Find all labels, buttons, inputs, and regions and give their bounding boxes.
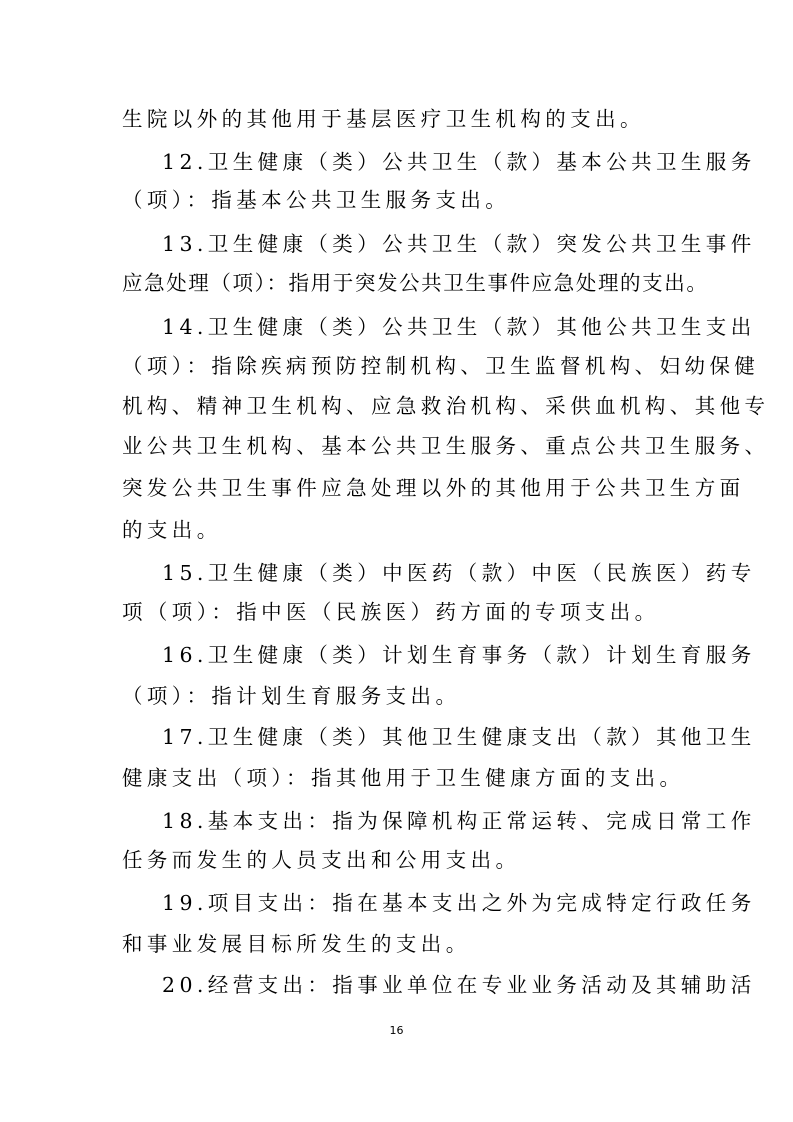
- paragraph-14-line-1: 14.卫生健康（类）公共卫生（款）其他公共卫生支出: [162, 315, 756, 339]
- paragraph-20-line-1: 20.经营支出：指事业单位在专业业务活动及其辅助活: [162, 973, 756, 997]
- text-line: 健康支出（项）：指其他用于卫生健康方面的支出。: [122, 766, 685, 790]
- paragraph-15-line-1: 15.卫生健康（类）中医药（款）中医（民族医）药专: [162, 561, 756, 585]
- text-line: 应急处理（项）：指用于突发公共卫生事件应急处理的支出。: [122, 271, 709, 295]
- paragraph-19-line-1: 19.项目支出：指在基本支出之外为完成特定行政任务: [162, 891, 756, 915]
- paragraph-13-line-1: 13.卫生健康（类）公共卫生（款）突发公共卫生事件: [162, 232, 756, 256]
- text-line: 业公共卫生机构、基本公共卫生服务、重点公共卫生服务、: [122, 434, 770, 458]
- text-line: （项）：指基本公共卫生服务支出。: [122, 188, 511, 212]
- page-number: 16: [389, 1024, 404, 1037]
- paragraph-12-line-1: 12.卫生健康（类）公共卫生（款）基本公共卫生服务: [162, 150, 756, 174]
- text-line: 和事业发展目标所发生的支出。: [122, 932, 471, 956]
- paragraph-18-line-1: 18.基本支出：指为保障机构正常运转、完成日常工作: [162, 809, 756, 833]
- text-line: （项）：指除疾病预防控制机构、卫生监督机构、妇幼保健: [122, 354, 760, 378]
- text-line: 突发公共卫生事件应急处理以外的其他用于公共卫生方面: [122, 476, 745, 500]
- text-line: 生院以外的其他用于基层医疗卫生机构的支出。: [122, 107, 645, 131]
- text-line: （项）：指计划生育服务支出。: [122, 684, 461, 708]
- paragraph-17-line-1: 17.卫生健康（类）其他卫生健康支出（款）其他卫生: [162, 725, 756, 749]
- paragraph-16-line-1: 16.卫生健康（类）计划生育事务（款）计划生育服务: [162, 643, 756, 667]
- text-line: 项（项）：指中医（民族医）药方面的专项支出。: [122, 600, 660, 624]
- text-line: 的支出。: [122, 518, 222, 542]
- text-line: 机构、精神卫生机构、应急救治机构、采供血机构、其他专: [122, 394, 770, 418]
- text-line: 任务而发生的人员支出和公用支出。: [122, 848, 521, 872]
